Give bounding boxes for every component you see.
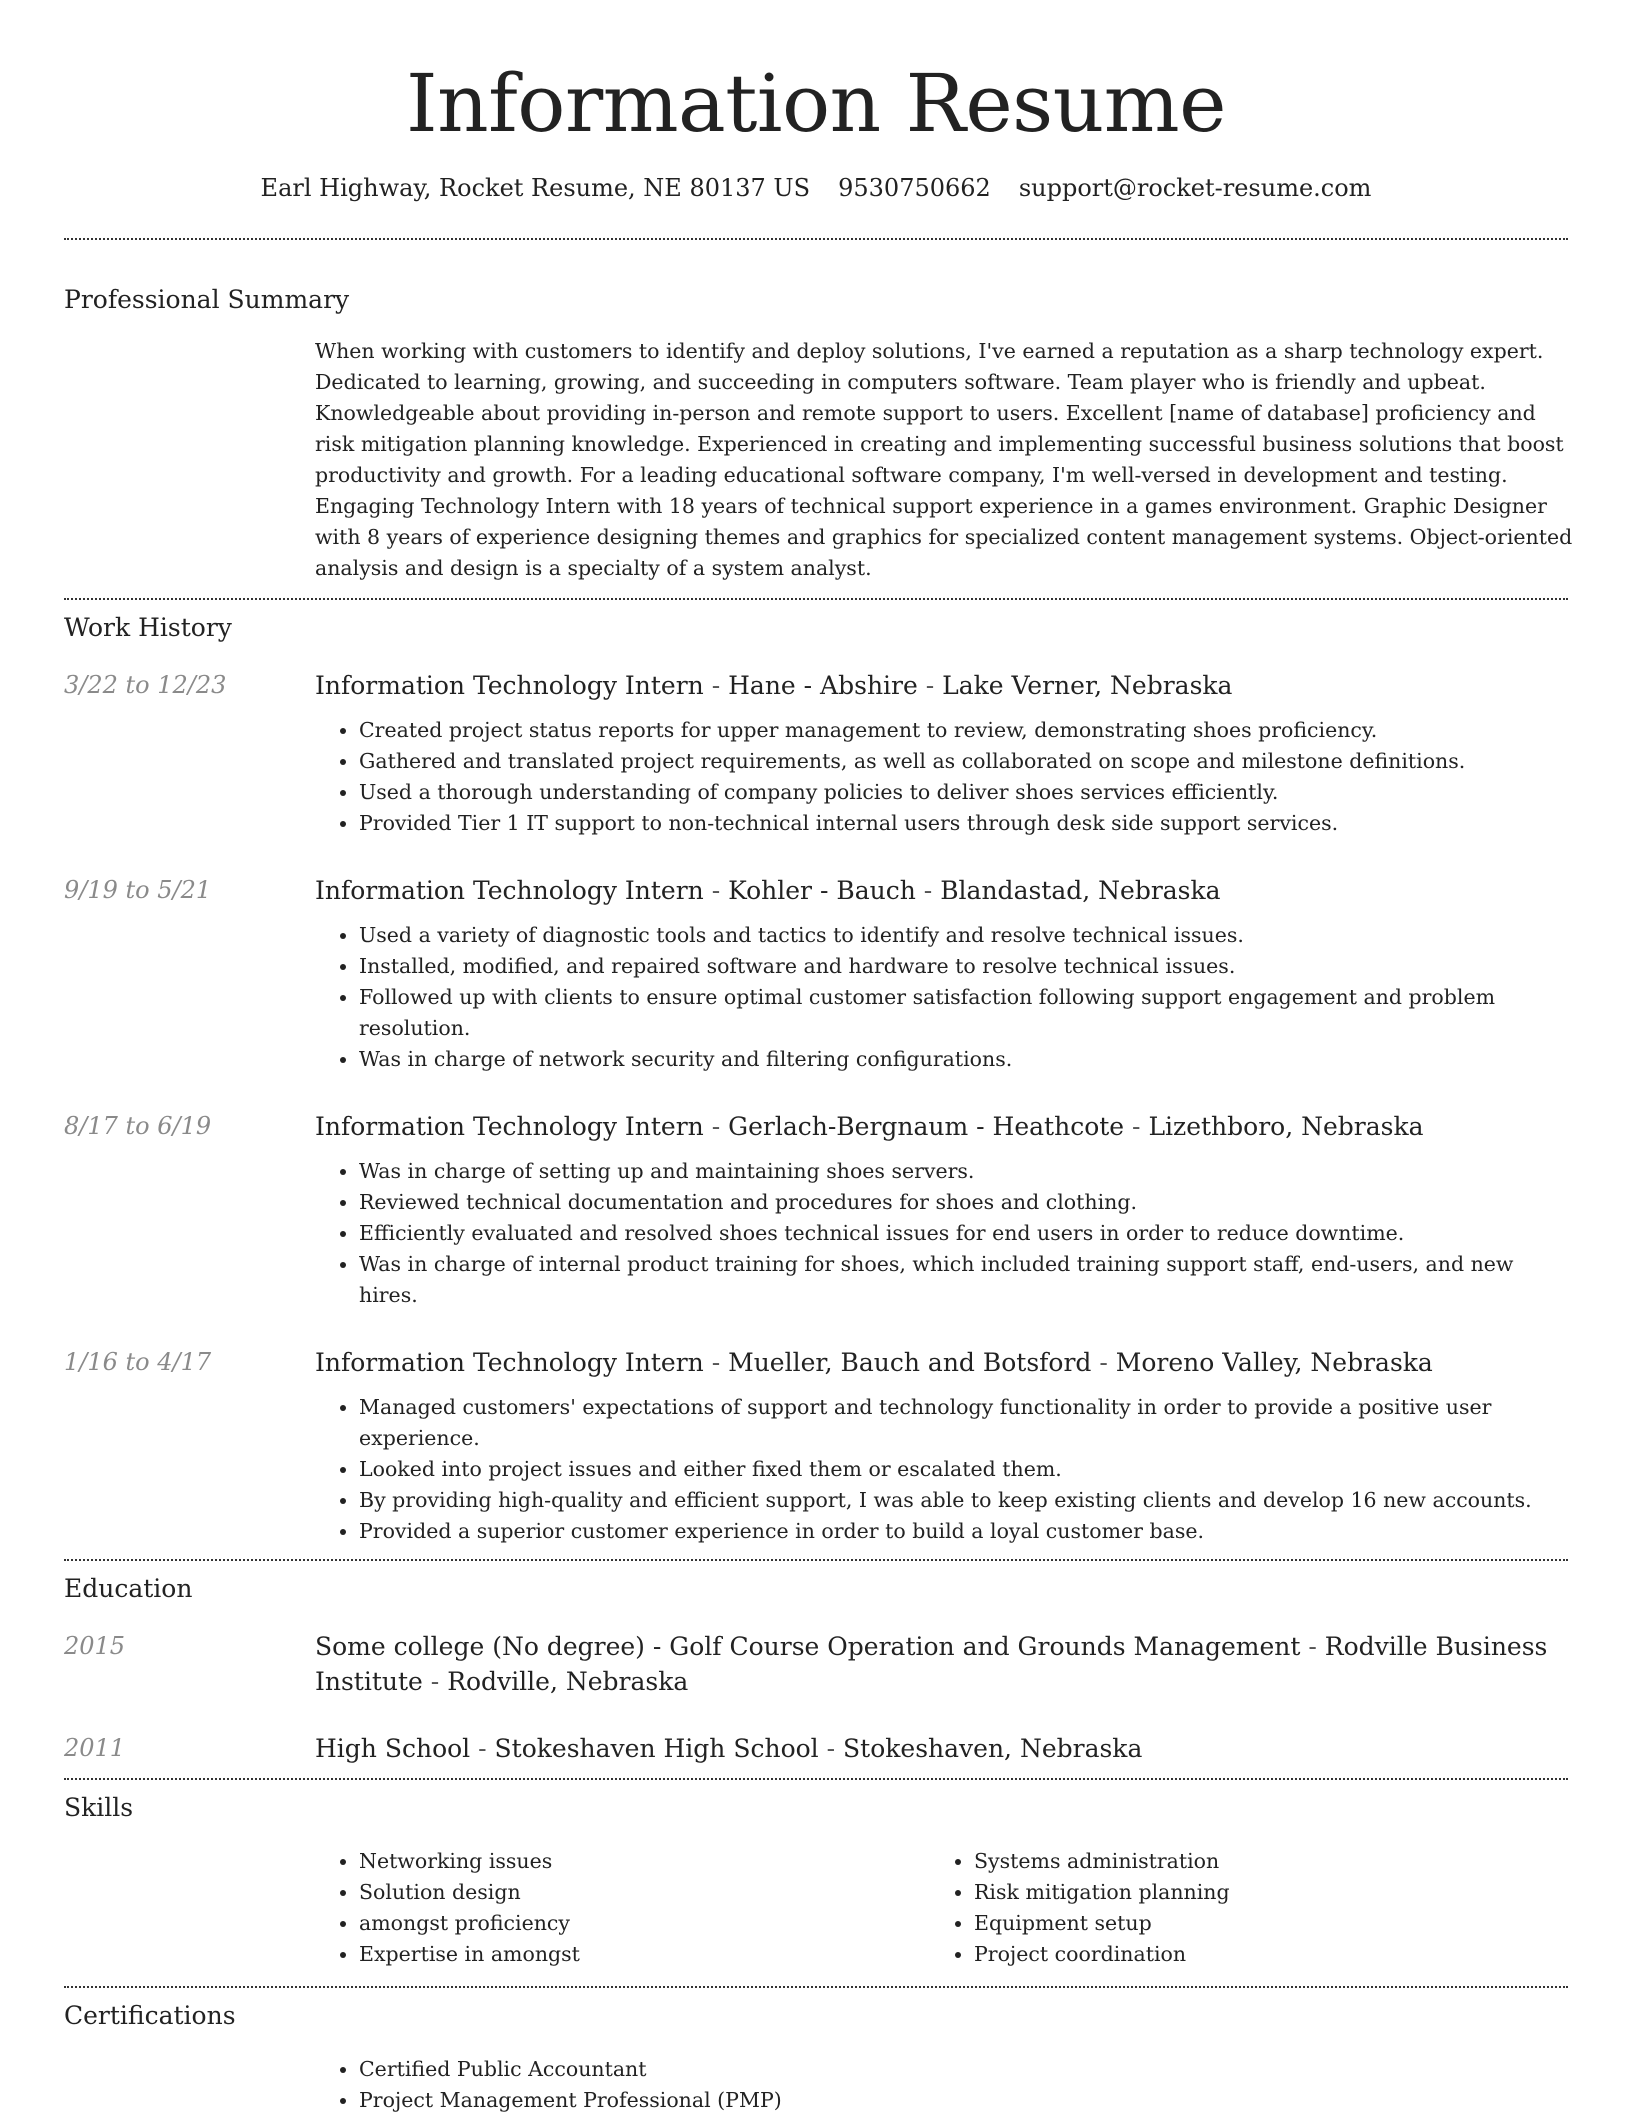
- skill-item: • Expertise in amongst: [359, 1939, 930, 1970]
- job-bullet: • Created project status reports for upper management to review, demonstrating shoes proficiency.: [359, 715, 1568, 746]
- education-school: Stokeshaven High School: [494, 1734, 819, 1763]
- education-school: Rodville Business Institute: [315, 1632, 1548, 1696]
- job-bullets: [315, 920, 1568, 1075]
- job-header: Information Technology Intern - Kohler - Bauch - Blandastad, Nebraska: [315, 876, 1221, 905]
- section-title-education: Education: [64, 1574, 193, 1603]
- job-bullet: • Gathered and translated project requirements, as well as collaborated on scope and milestone definitions.: [359, 746, 1568, 777]
- job-position: Information Technology Intern: [315, 671, 704, 700]
- job-bullet: • Followed up with clients to ensure optimal customer satisfaction following support engagement and problem resolution.: [359, 982, 1568, 1044]
- job-header: Information Technology Intern - Mueller, Bauch and Botsford - Moreno Valley, Nebraska: [315, 1348, 1433, 1377]
- job-header: Information Technology Intern - Hane - Abshire - Lake Verner, Nebraska: [315, 671, 1233, 700]
- skills-column-right: [930, 1846, 1545, 1970]
- resume-page: [64, 0, 1573, 2116]
- education-entry: [64, 1731, 1568, 1766]
- job-bullet: • Was in charge of network security and filtering configurations.: [359, 1044, 1568, 1075]
- education-degree: High School: [315, 1734, 471, 1763]
- skill-item: • Solution design: [359, 1877, 930, 1908]
- section-title-work: Work History: [64, 613, 232, 642]
- job-company: Gerlach-Bergnaum - Heathcote: [728, 1112, 1125, 1141]
- job-bullet: • Provided Tier 1 IT support to non-technical internal users through desk side support services.: [359, 808, 1568, 839]
- job-position: Information Technology Intern: [315, 1112, 704, 1141]
- job-bullets: [315, 715, 1568, 839]
- skill-item: • Risk mitigation planning: [974, 1877, 1545, 1908]
- job-dates: 9/19 to 5/21: [64, 876, 212, 904]
- education-year: 2015: [64, 1632, 126, 1660]
- contact-phone: 9530750662: [838, 174, 991, 202]
- job-location: Moreno Valley, Nebraska: [1115, 1348, 1433, 1377]
- job-dates: 1/16 to 4/17: [64, 1348, 212, 1376]
- certification-item: • Certified Public Accountant: [359, 2054, 1568, 2085]
- certification-item: • Project Management Professional (PMP): [359, 2085, 1568, 2116]
- skill-item: • Networking issues: [359, 1846, 930, 1877]
- job-bullet: • Reviewed technical documentation and procedures for shoes and clothing.: [359, 1187, 1568, 1218]
- certifications-list: [315, 2054, 1568, 2116]
- job-position: Information Technology Intern: [315, 876, 704, 905]
- section-divider: [64, 598, 1568, 600]
- section-divider: [64, 1778, 1568, 1780]
- education-header: High School - Stokeshaven High School - Stokeshaven, Nebraska: [315, 1734, 1143, 1763]
- section-divider: [64, 238, 1568, 240]
- job-bullet: • Was in charge of setting up and maintaining shoes servers.: [359, 1156, 1568, 1187]
- job-bullet: • Was in charge of internal product training for shoes, which included training support staff, end-users, and new hires.: [359, 1249, 1568, 1311]
- job-bullet: • By providing high-quality and efficient support, I was able to keep existing clients and develop 16 new accounts.: [359, 1485, 1568, 1516]
- education-year: 2011: [64, 1734, 126, 1762]
- skill-item: • Project coordination: [974, 1939, 1545, 1970]
- job-bullet: • Used a thorough understanding of company policies to deliver shoes services efficiently.: [359, 777, 1568, 808]
- job-dates: 3/22 to 12/23: [64, 671, 227, 699]
- job-bullet: • Installed, modified, and repaired software and hardware to resolve technical issues.: [359, 951, 1568, 982]
- contact-line: [64, 172, 1568, 204]
- education-entry: [64, 1629, 1568, 1699]
- job-header: Information Technology Intern - Gerlach-Bergnaum - Heathcote - Lizethboro, Nebraska: [315, 1112, 1424, 1141]
- education-degree: Some college (No degree) - Golf Course Operation and Grounds Management: [315, 1632, 1301, 1661]
- job-dates: 8/17 to 6/19: [64, 1112, 212, 1140]
- job-bullet: • Looked into project issues and either fixed them or escalated them.: [359, 1454, 1568, 1485]
- resume-name: Information Resume: [406, 57, 1226, 150]
- job-position: Information Technology Intern: [315, 1348, 704, 1377]
- skill-item: • Systems administration: [974, 1846, 1545, 1877]
- skills-list: [315, 1846, 1568, 1970]
- education-location: Stokeshaven, Nebraska: [843, 1734, 1143, 1763]
- job-bullet: • Provided a superior customer experience in order to build a loyal customer base.: [359, 1516, 1568, 1547]
- job-entry: [64, 1109, 1568, 1311]
- job-location: Blandastad, Nebraska: [940, 876, 1221, 905]
- job-company: Mueller, Bauch and Botsford: [728, 1348, 1092, 1377]
- education-location: Rodville, Nebraska: [447, 1667, 689, 1696]
- skill-item: • amongst proficiency: [359, 1908, 930, 1939]
- skill-item: • Equipment setup: [974, 1908, 1545, 1939]
- job-entry: [64, 873, 1568, 1075]
- section-title-skills: Skills: [64, 1793, 134, 1822]
- job-bullet: • Used a variety of diagnostic tools and tactics to identify and resolve technical issues.: [359, 920, 1568, 951]
- job-entry: [64, 1345, 1568, 1547]
- job-location: Lizethboro, Nebraska: [1148, 1112, 1424, 1141]
- job-company: Hane - Abshire: [728, 671, 918, 700]
- job-entry: [64, 668, 1568, 839]
- section-divider: [64, 1559, 1568, 1561]
- job-bullet: • Efficiently evaluated and resolved shoes technical issues for end users in order to reduce downtime.: [359, 1218, 1568, 1249]
- skills-column-left: [315, 1846, 930, 1970]
- job-company: Kohler - Bauch: [728, 876, 916, 905]
- job-bullet: • Managed customers' expectations of support and technology functionality in order to provide a positive user experience.: [359, 1392, 1568, 1454]
- contact-address: Earl Highway, Rocket Resume, NE 80137 US: [260, 174, 811, 202]
- job-location: Lake Verner, Nebraska: [942, 671, 1233, 700]
- job-bullets: [315, 1156, 1568, 1311]
- section-title-certifications: Certifications: [64, 2001, 236, 2030]
- contact-email: support@rocket-resume.com: [1018, 174, 1372, 202]
- education-header: Some college (No degree) - Golf Course Operation and Grounds Management - Rodville Business Institute - Rodville, Nebraska: [315, 1632, 1548, 1696]
- section-divider: [64, 1986, 1568, 1988]
- job-bullets: [315, 1392, 1568, 1547]
- section-title-summary: Professional Summary: [64, 285, 350, 314]
- summary-text: When working with customers to identify and deploy solutions, I've earned a reputation as a sharp technology expert. Dedicated to learning, growing, and succeeding in computers software. Team player who is friendly and upbeat. Knowledgeable about providing in-person and remote support to users. Excellent [name of database] proficiency and risk mitigation planning knowledge. Experienced in creating and implementing successful business solutions that boost productivity and growth. For a leading educational software company, I'm well-versed in development and testing. Engaging Technology Intern with 18 years of technical support experience in a games environment. Graphic Designer with 8 years of experience designing themes and graphics for specialized content management systems. Object-oriented analysis and design is a specialty of a system analyst.: [315, 339, 1573, 580]
